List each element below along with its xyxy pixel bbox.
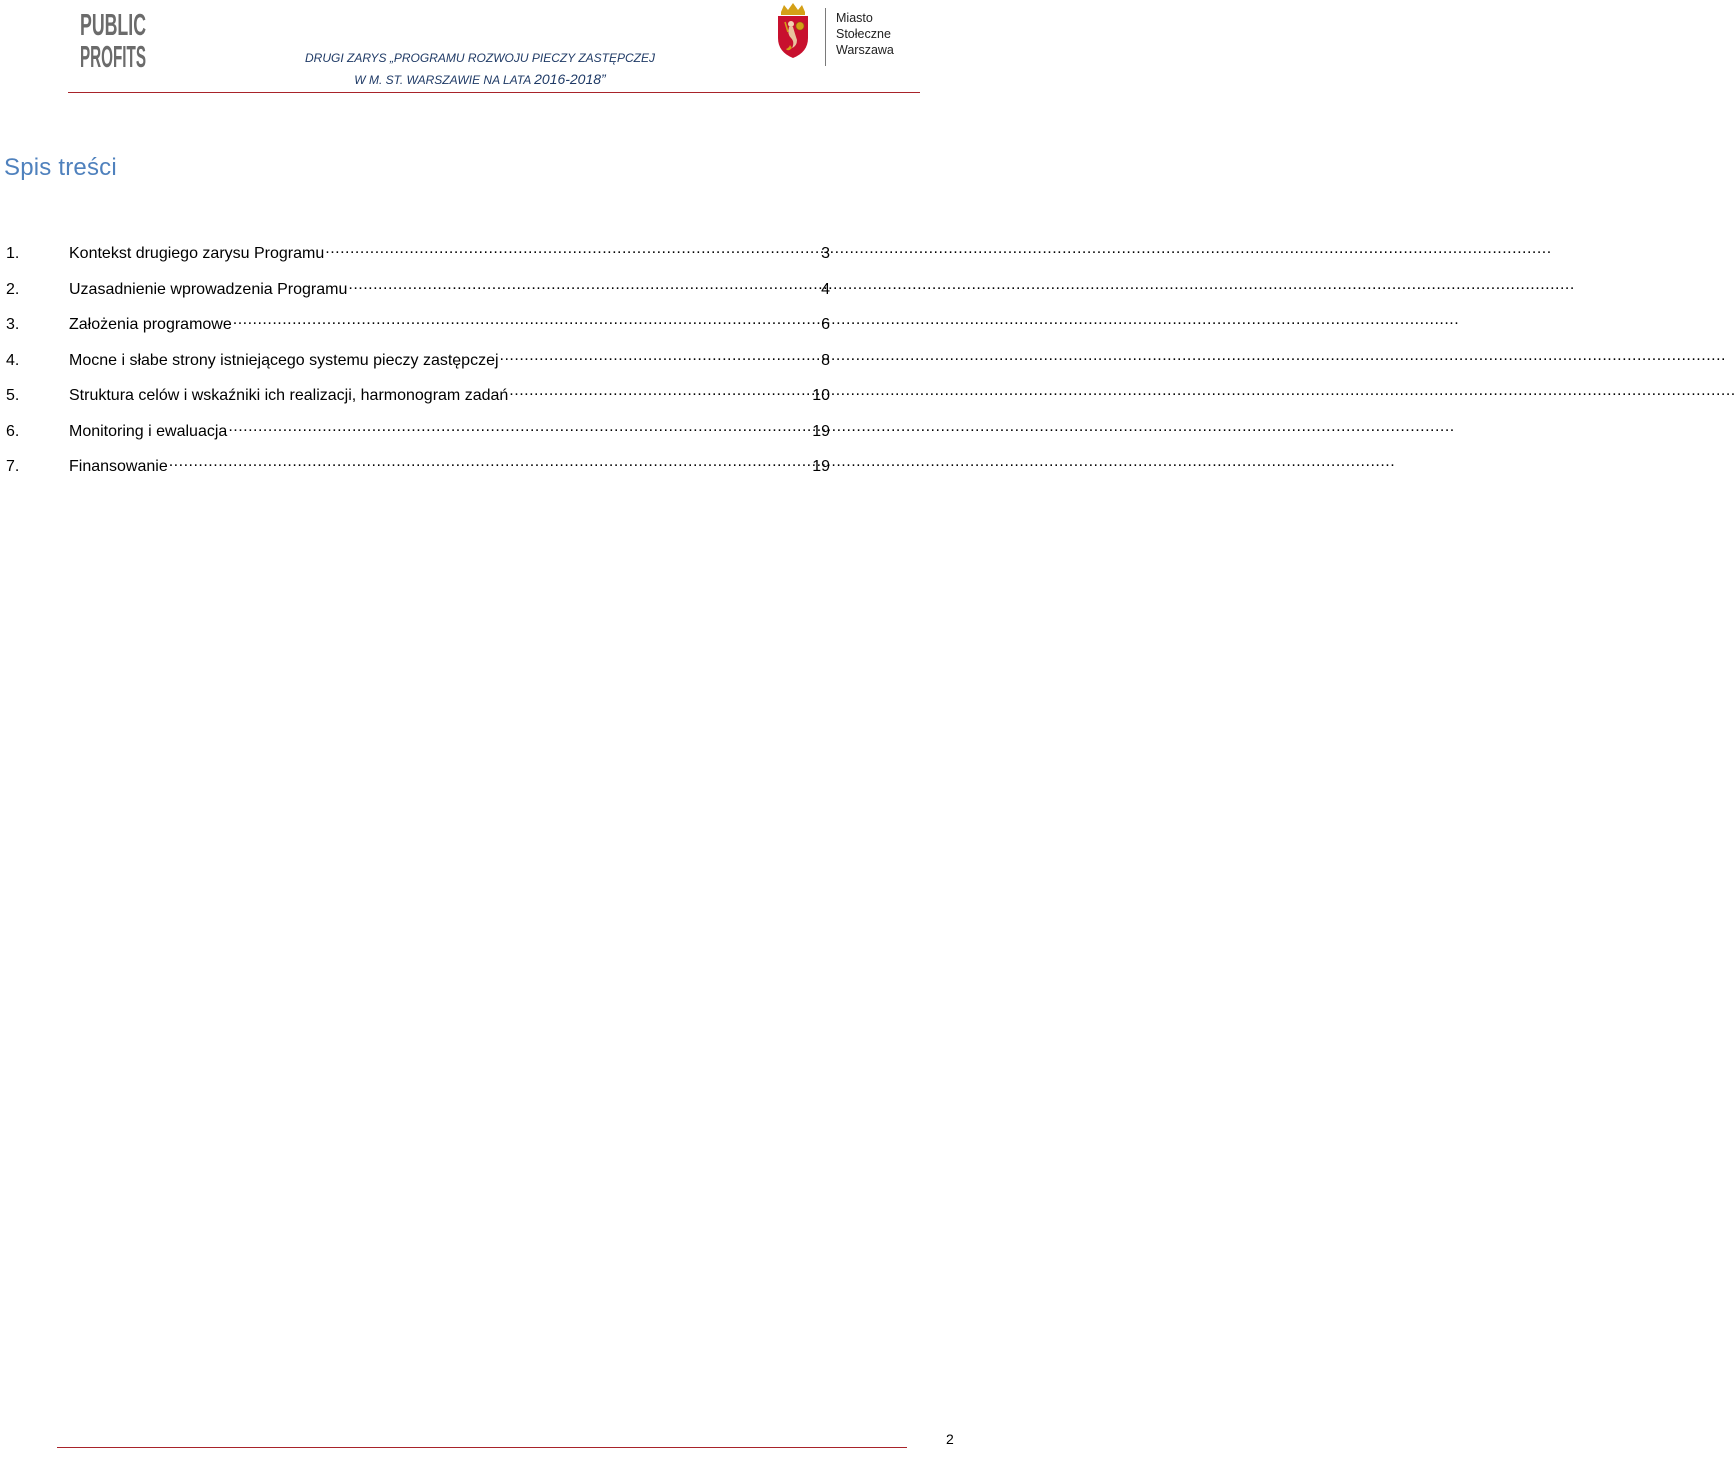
toc-dot-leader xyxy=(348,274,819,294)
footer-divider-line xyxy=(57,1447,907,1448)
toc-dot-leader xyxy=(169,451,810,471)
toc-entry-zalozenia[interactable] xyxy=(6,309,830,345)
toc-entry-number: 4. xyxy=(6,351,20,369)
toc-entry-number: 2. xyxy=(6,280,20,298)
toc-entry-title: Finansowanie xyxy=(69,458,168,475)
toc-entry-page: 10 xyxy=(812,387,830,404)
logo-divider xyxy=(825,8,826,66)
toc-entry-page: 4 xyxy=(821,280,830,298)
toc-entry-number: 3. xyxy=(6,316,20,333)
city-name-line2: Stołeczne xyxy=(836,27,891,41)
toc-entry-number: 5. xyxy=(6,387,20,404)
table-of-contents xyxy=(6,238,830,487)
header-divider-line xyxy=(68,92,920,93)
toc-entry-title: Mocne i słabe strony istniejącego systemu pieczy zastępczej xyxy=(69,351,499,369)
toc-dot-leader xyxy=(233,309,819,329)
toc-dot-leader xyxy=(228,416,810,436)
header-title-line1: DRUGI ZARYS „PROGRAMU ROZWOJU PIECZY ZASTĘPCZEJ xyxy=(304,51,656,65)
city-name-line1: Miasto xyxy=(836,11,873,25)
toc-entry-monitoring[interactable] xyxy=(6,416,830,452)
toc-heading: Spis treści xyxy=(4,154,117,181)
page-number: 2 xyxy=(946,1431,954,1447)
toc-entry-page: 3 xyxy=(821,245,830,262)
city-name-text xyxy=(836,10,894,58)
toc-entry-title: Monitoring i ewaluacja xyxy=(69,422,228,440)
document-header-title xyxy=(270,48,690,91)
city-name-line3: Warszawa xyxy=(836,43,894,57)
toc-entry-page: 8 xyxy=(821,351,830,369)
toc-entry-number: 6. xyxy=(6,422,20,440)
toc-dot-leader xyxy=(500,345,820,365)
toc-dot-leader xyxy=(509,380,810,400)
toc-entry-struktura-celow[interactable] xyxy=(6,380,830,416)
toc-entry-page: 19 xyxy=(812,458,830,475)
toc-entry-kontekst[interactable] xyxy=(6,238,830,274)
warsaw-crest-logo xyxy=(775,2,811,60)
toc-entry-title: Założenia programowe xyxy=(69,316,232,333)
toc-entry-page: 19 xyxy=(812,422,830,440)
toc-entry-number: 1. xyxy=(6,245,20,262)
toc-entry-title: Uzasadnienie wprowadzenia Programu xyxy=(69,280,348,298)
toc-entry-uzasadnienie[interactable] xyxy=(6,274,830,310)
warsaw-city-logo xyxy=(775,2,905,68)
toc-entry-finansowanie[interactable] xyxy=(6,451,830,487)
toc-entry-page: 6 xyxy=(821,316,830,333)
toc-entry-mocne-slabe-strony[interactable] xyxy=(6,345,830,381)
toc-entry-title: Struktura celów i wskaźniki ich realizacji, harmonogram zadań xyxy=(69,387,509,404)
toc-dot-leader xyxy=(325,238,819,258)
header-title-line2-prefix: W M. ST. WARSZAWIE NA LATA xyxy=(354,73,535,87)
header-title-line2 xyxy=(270,69,690,91)
public-profits-logo xyxy=(78,4,150,74)
toc-entry-title: Kontekst drugiego zarysu Programu xyxy=(69,245,325,262)
svg-text:PROFITS: PROFITS xyxy=(80,39,146,74)
toc-entry-number: 7. xyxy=(6,458,20,475)
svg-text:PUBLIC: PUBLIC xyxy=(80,7,146,42)
header-title-years: 2016-2018” xyxy=(534,71,606,87)
